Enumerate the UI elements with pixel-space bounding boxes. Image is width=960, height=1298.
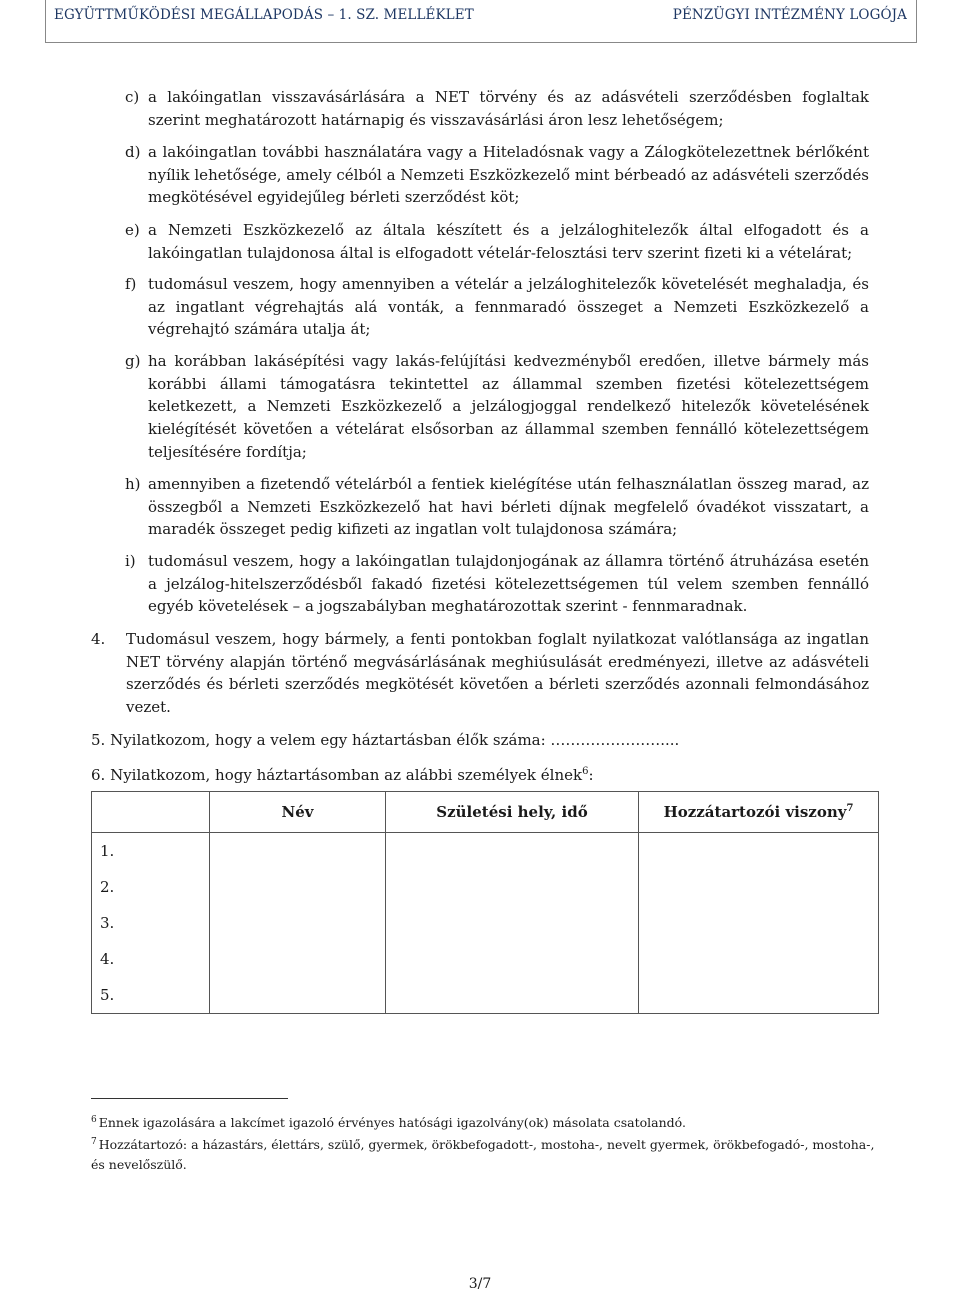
item-f bbox=[125, 273, 869, 341]
item-label: f) bbox=[125, 275, 137, 293]
item-label: h) bbox=[125, 475, 141, 493]
point-6 bbox=[91, 761, 594, 786]
item-text: tudomásul veszem, hogy amennyiben a vételár a jelzáloghitelezők követelését meghaladja, és az ingatlant végrehajtás alá vonták, a fennmaradó összeget a Nemzeti Eszközkezelő a végrehajtó számára utalja át; bbox=[148, 275, 869, 339]
name-cell[interactable] bbox=[210, 977, 386, 1014]
item-i bbox=[125, 550, 869, 618]
birth-cell[interactable] bbox=[386, 977, 639, 1014]
footnote-ref-7: 7 bbox=[846, 803, 854, 814]
birth-cell[interactable] bbox=[386, 833, 639, 870]
item-text: a lakóingatlan további használatára vagy a Hiteladósnak vagy a Zálogkötelezettnek bérlőként nyílik lehetősége, amely célból a Nemzeti Eszközkezelő mint bérbeadó az adásvételi szerződés megkötésével egyidejűleg bérleti szerződést köt; bbox=[148, 143, 869, 207]
item-text: a Nemzeti Eszközkezelő az általa készített és a jelzáloghitelezők által elfogadott és a lakóingatlan tulajdonosa által is elfogadott vételár-felosztási terv szerint fizeti ki a vételárat; bbox=[148, 221, 869, 262]
header-right-logo-placeholder: PÉNZÜGYI INTÉZMÉNY LOGÓJA bbox=[672, 7, 907, 23]
footnote-text: Ennek igazolására a lakcímet igazoló érvényes hatósági igazolvány(ok) másolata csatolandó. bbox=[98, 1115, 686, 1130]
row-number: 4. bbox=[92, 941, 210, 977]
birth-cell[interactable] bbox=[386, 869, 639, 905]
item-label: c) bbox=[125, 88, 140, 106]
row-number: 5. bbox=[92, 977, 210, 1014]
footnote-6 bbox=[91, 1110, 881, 1133]
table-row bbox=[92, 941, 879, 977]
item-label: d) bbox=[125, 143, 141, 161]
item-label: i) bbox=[125, 552, 136, 570]
point-5-household-count: 5. Nyilatkozom, hogy a velem egy háztartásban élők száma: ……………….….... bbox=[91, 731, 680, 749]
item-g bbox=[125, 350, 869, 464]
relation-cell[interactable] bbox=[639, 905, 879, 941]
header-left-title: EGYÜTTMŰKÖDÉSI MEGÁLLAPODÁS – 1. SZ. MELLÉKLET bbox=[54, 7, 474, 23]
relation-cell[interactable] bbox=[639, 941, 879, 977]
item-c bbox=[125, 86, 869, 131]
point-label: 4. bbox=[91, 630, 106, 648]
point-6-colon: : bbox=[588, 766, 594, 784]
row-number: 3. bbox=[92, 905, 210, 941]
header-name: Név bbox=[210, 792, 386, 833]
row-number: 2. bbox=[92, 869, 210, 905]
name-cell[interactable] bbox=[210, 941, 386, 977]
item-h bbox=[125, 473, 869, 541]
household-members-table bbox=[91, 791, 879, 1014]
table-row bbox=[92, 977, 879, 1014]
header-relation: Hozzátartozói viszony$^7$ bbox=[639, 792, 879, 833]
table-row bbox=[92, 833, 879, 870]
item-d bbox=[125, 141, 869, 209]
header-birth: Születési hely, idő bbox=[386, 792, 639, 833]
item-text: amennyiben a fizetendő vételárból a fentiek kielégítése után felhasználatlan összeg marad, az összegből a Nemzeti Eszközkezelő hat havi bérleti díjnak megfelelő óvadékot visszatart, a maradék összeget pedig kifizeti az ingatlan volt tulajdonosa számára; bbox=[148, 475, 869, 539]
point-4 bbox=[91, 628, 869, 719]
footnote-text: Hozzátartozó: a házastárs, élettárs, szülő, gyermek, örökbefogadott-, mostoha-, nevelt gyermek, örökbefogadó-, mostoha-, és nevelőszülő. bbox=[91, 1137, 875, 1172]
item-label: g) bbox=[125, 352, 141, 370]
table-row bbox=[92, 905, 879, 941]
item-text: a lakóingatlan visszavásárlására a NET törvény és az adásvételi szerződésben foglaltak szerint meghatározott határnapig és visszavásárlási áron lesz lehetőségem; bbox=[148, 88, 869, 129]
table-row bbox=[92, 869, 879, 905]
item-e bbox=[125, 219, 869, 264]
header-index bbox=[92, 792, 210, 833]
page-number: 3/7 bbox=[468, 1276, 492, 1292]
name-cell[interactable] bbox=[210, 905, 386, 941]
footnote-number: 6 bbox=[91, 1115, 97, 1125]
relation-cell[interactable] bbox=[639, 977, 879, 1014]
relation-cell[interactable] bbox=[639, 833, 879, 870]
footnote-number: 7 bbox=[91, 1137, 97, 1147]
item-text: tudomásul veszem, hogy a lakóingatlan tulajdonjogának az államra történő átruházása esetén a jelzálog-hitelszerződésből fakadó fizetési kötelezettségemen túl velem szemben fennálló egyéb követelések – a jogszabályban meghatározottak szerint - fennmaradnak. bbox=[148, 552, 869, 616]
page-header bbox=[45, 0, 917, 43]
item-label: e) bbox=[125, 221, 140, 239]
footnote-7 bbox=[91, 1132, 881, 1175]
table-header-row bbox=[92, 792, 879, 833]
birth-cell[interactable] bbox=[386, 941, 639, 977]
footnote-separator bbox=[91, 1098, 288, 1099]
name-cell[interactable] bbox=[210, 833, 386, 870]
footnote-ref-6: 6 bbox=[582, 766, 589, 777]
item-text: ha korábban lakásépítési vagy lakás-felújítási kedvezményből eredően, illetve bármely más korábbi állami támogatásra tekintettel az állammal szemben fizetési kötelezettségem keletkezett, a Nemzeti Eszközkezelő a jelzálogjoggal rendelkező hitelezők követelésének kielégítését követően a vételárat elsősorban az állammal szemben fennálló kötelezettségem teljesítésére fordítja; bbox=[148, 352, 869, 461]
birth-cell[interactable] bbox=[386, 905, 639, 941]
name-cell[interactable] bbox=[210, 869, 386, 905]
row-number: 1. bbox=[92, 833, 210, 870]
point-6-text: 6. Nyilatkozom, hogy háztartásomban az alábbi személyek élnek bbox=[91, 766, 583, 784]
point-text: Tudomásul veszem, hogy bármely, a fenti pontokban foglalt nyilatkozat valótlansága az ingatlan NET törvény alapján történő megvásárlásának meghiúsulását eredményezi, illetve az adásvételi szerződés és bérleti szerződés megkötését követően a bérleti szerződés azonnali felmondásához vezet. bbox=[126, 630, 869, 717]
relation-cell[interactable] bbox=[639, 869, 879, 905]
